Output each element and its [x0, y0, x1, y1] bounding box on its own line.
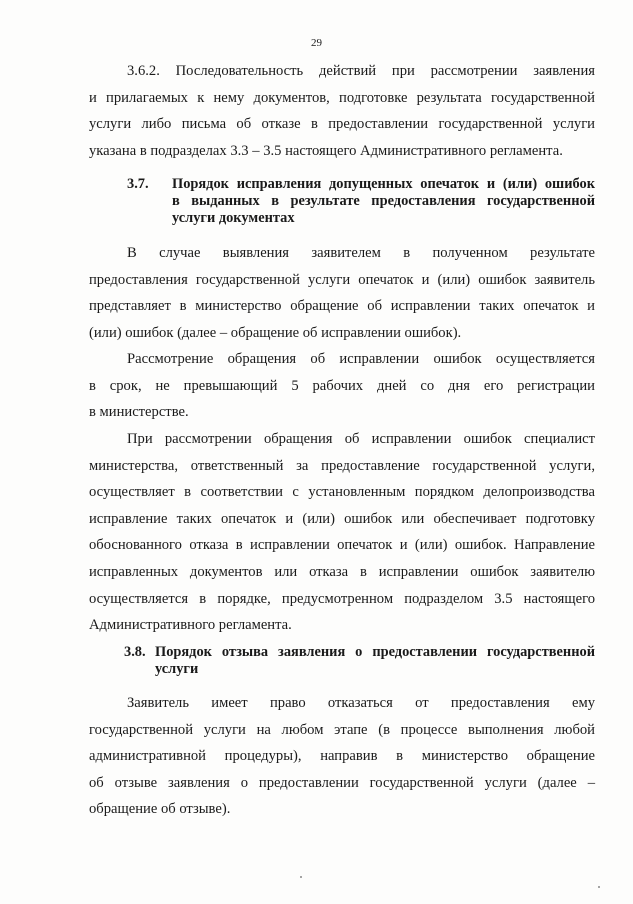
text-line: административной процедуры), направив в министерство обращение [89, 748, 595, 765]
text-line: Административного регламента. [89, 617, 292, 634]
text-line: и прилагаемых к нему документов, подготовке результата государственной [89, 89, 595, 106]
text-line: об отзыве заявления о предоставлении государственной услуги (далее – [89, 774, 595, 791]
section-number-3-8: 3.8. [124, 644, 146, 660]
text-line: государственной услуги на любом этапе (в процессе выполнения любой [89, 721, 595, 738]
text-line: обращение об отзыве). [89, 801, 231, 818]
scan-speck [300, 876, 302, 878]
text-line: указана в подразделах 3.3 – 3.5 настоящего Административного регламента. [89, 142, 563, 159]
scan-speck [598, 886, 600, 888]
text-line: 3.6.2. Последовательность действий при рассмотрении заявления [127, 63, 595, 79]
heading-line: Порядок исправления допущенных опечаток и (или) ошибок [172, 176, 595, 192]
text-line: министерства, ответственный за предоставление государственной услуги, [89, 457, 595, 474]
text-line: (или) ошибок (далее – обращение об исправлении ошибок). [89, 324, 462, 341]
text-line: обоснованного отказа в исправлении опечаток и (или) ошибок. Направление [89, 537, 595, 554]
section-heading-3-8 [155, 644, 595, 678]
text-line: Заявитель имеет право отказаться от предоставления ему [127, 695, 595, 711]
heading-line: услуги [155, 661, 199, 677]
text-line: осуществляется в порядке, предусмотренном подразделом 3.5 настоящего [89, 590, 595, 607]
paragraph-3-6-2 [89, 58, 595, 164]
heading-line: услуги документах [172, 210, 295, 226]
text-line: Рассмотрение обращения об исправлении ошибок осуществляется [127, 351, 595, 367]
text-line: При рассмотрении обращения об исправлении ошибок специалист [127, 431, 595, 447]
page-number: 29 [311, 37, 322, 49]
text-line: В случае выявления заявителем в полученном результате [127, 245, 595, 261]
section-number-3-7: 3.7. [127, 176, 149, 192]
text-line: осуществляет в соответствии с установленным порядком делопроизводства [89, 484, 595, 501]
text-line: в срок, не превышающий 5 рабочих дней со дня его регистрации [89, 377, 595, 394]
section-heading-3-7 [172, 176, 595, 227]
text-line: в министерстве. [89, 404, 189, 421]
paragraph-review-procedure [89, 426, 595, 639]
heading-line: Порядок отзыва заявления о предоставлении государственной [155, 644, 595, 660]
text-line: представляет в министерство обращение об исправлении таких опечаток и [89, 298, 595, 315]
text-line: исправленных документов или отказа в исправлении ошибок заявителю [89, 563, 595, 580]
paragraph-withdrawal [89, 690, 595, 823]
heading-line: в выданных в результате предоставления государственной [172, 193, 595, 209]
text-line: предоставления государственной услуги опечаток и (или) ошибок заявитель [89, 271, 595, 288]
text-line: исправление таких опечаток и (или) ошибок или обеспечивает подготовку [89, 510, 595, 527]
text-line: услуги либо письма об отказе в предоставлении государственной услуги [89, 116, 595, 133]
paragraph-correction-request [89, 240, 595, 346]
paragraph-review-term [89, 346, 595, 426]
